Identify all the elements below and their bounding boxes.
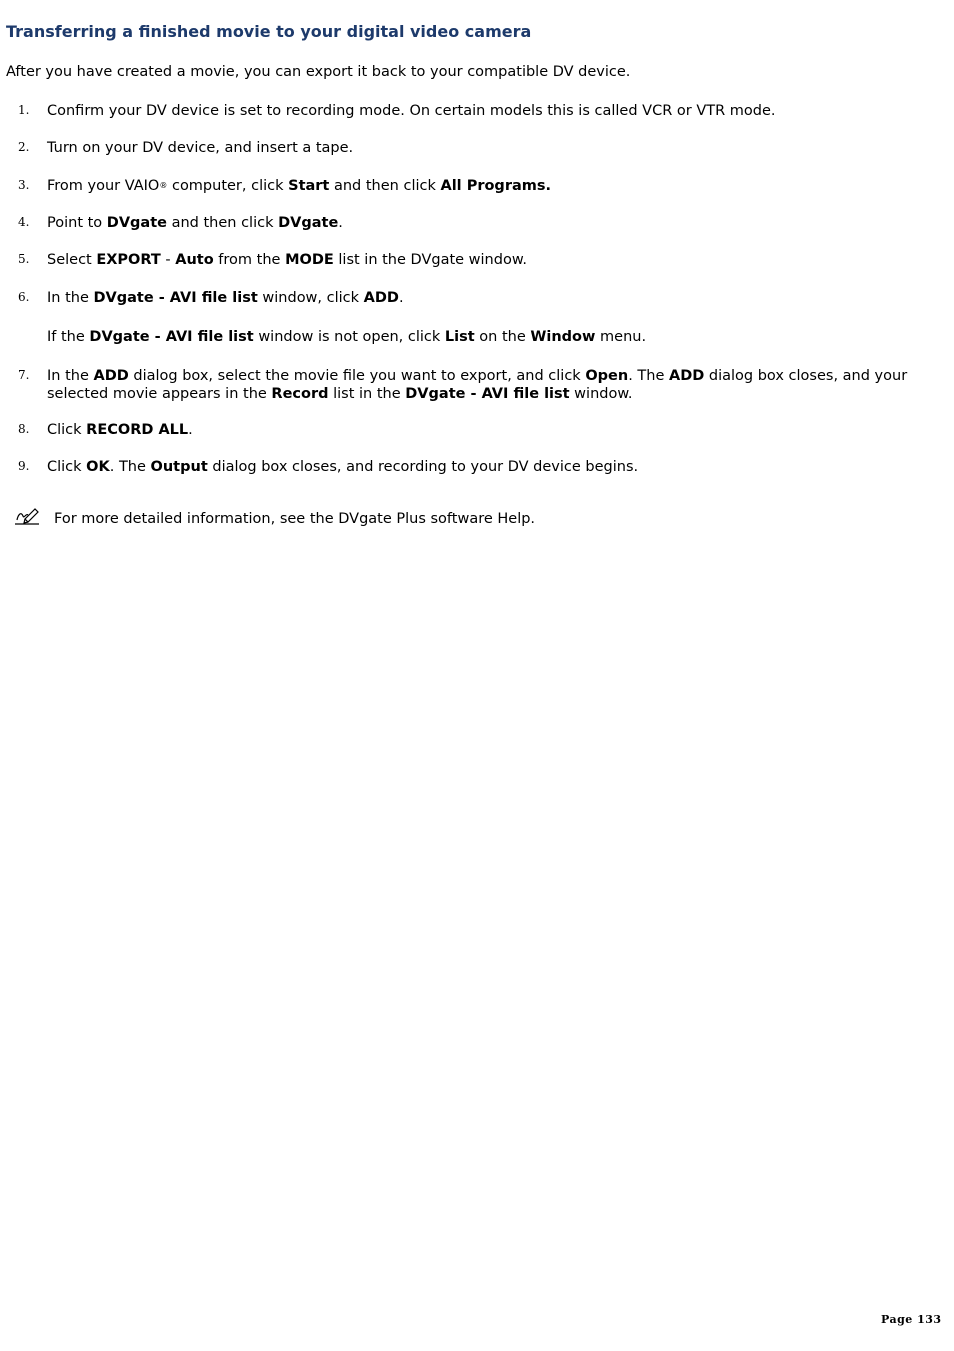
- ui-term: ADD: [668, 368, 705, 384]
- step-item: [0, 102, 940, 120]
- step-text-segment: Select: [47, 252, 97, 268]
- step-text-segment: . The: [109, 459, 151, 475]
- step-text-segment: from the: [213, 252, 286, 268]
- step-item: [0, 251, 940, 269]
- step-item: [0, 214, 940, 232]
- step-item: [0, 289, 940, 307]
- step-text-segment: In the: [47, 290, 94, 306]
- ui-term: Auto: [175, 252, 214, 268]
- ui-term: ADD: [363, 290, 399, 306]
- step-number: 2.: [18, 140, 30, 154]
- step-text: [47, 139, 927, 157]
- step-text: [47, 328, 927, 346]
- step-text: [47, 251, 927, 269]
- step-item: [0, 367, 940, 403]
- step-note: [0, 328, 940, 346]
- page-number: Page 133: [881, 1313, 942, 1326]
- ui-term: OK: [86, 459, 110, 475]
- step-number: 7.: [18, 368, 30, 382]
- ui-term: DVgate: [106, 215, 167, 231]
- ui-term: All Programs.: [440, 178, 551, 194]
- step-text-segment: From your VAIO: [47, 178, 160, 194]
- ui-term: DVgate - AVI file list: [93, 290, 258, 306]
- step-text: [47, 421, 927, 439]
- step-text-segment: dialog box, select the movie file you want to export, and click: [128, 368, 586, 384]
- step-number: 9.: [18, 459, 30, 473]
- ui-term: Window: [530, 329, 596, 345]
- ui-term: DVgate - AVI file list: [405, 386, 570, 402]
- step-item: [0, 421, 940, 439]
- step-text: [47, 367, 927, 403]
- ui-term: Open: [585, 368, 629, 384]
- step-number: 4.: [18, 215, 30, 229]
- ui-term: List: [444, 329, 475, 345]
- step-text-segment: and then click: [329, 178, 441, 194]
- step-number: 6.: [18, 290, 30, 304]
- ui-term: Start: [288, 178, 330, 194]
- ui-term: Record: [271, 386, 329, 402]
- ui-term: DVgate: [278, 215, 339, 231]
- step-text-segment: computer, click: [167, 178, 289, 194]
- step-text: [47, 102, 927, 120]
- step-text-segment: window is not open, click: [253, 329, 445, 345]
- step-text: [47, 458, 927, 476]
- page-title: Transferring a finished movie to your digital video camera: [6, 22, 532, 41]
- step-number: 3.: [18, 178, 30, 192]
- step-text-segment: window, click: [257, 290, 364, 306]
- ui-term: EXPORT: [96, 252, 161, 268]
- step-text-segment: list in the: [328, 386, 406, 402]
- step-text-segment: Point to: [47, 215, 107, 231]
- ui-term: ADD: [93, 368, 129, 384]
- step-item: [0, 139, 940, 157]
- step-text-segment: -: [160, 252, 176, 268]
- ui-term: DVgate - AVI file list: [89, 329, 254, 345]
- step-text: [47, 214, 927, 232]
- step-text-segment: Click: [47, 459, 87, 475]
- step-text-segment: Click: [47, 422, 87, 438]
- step-number: 5.: [18, 252, 30, 266]
- ui-term: MODE: [285, 252, 334, 268]
- step-text-segment: list in the DVgate window.: [333, 252, 527, 268]
- step-text-segment: .: [338, 215, 343, 231]
- step-text-segment: . The: [628, 368, 669, 384]
- step-text-segment: dialog box closes, and your selected movie appears in the: [47, 368, 908, 402]
- step-number: 1.: [18, 103, 30, 117]
- step-text: [47, 289, 927, 307]
- intro-text: After you have created a movie, you can export it back to your compatible DV device.: [6, 64, 631, 80]
- step-text-segment: and then click: [166, 215, 279, 231]
- step-item: [0, 177, 940, 195]
- step-number: 8.: [18, 422, 30, 436]
- ui-term: RECORD ALL: [86, 422, 189, 438]
- step-text-segment: dialog box closes, and recording to your DV device begins.: [207, 459, 639, 475]
- step-text-segment: ®: [159, 181, 168, 190]
- step-text-segment: Confirm your DV device is set to recording mode. On certain models this is called VCR or VTR mode.: [47, 103, 776, 119]
- step-text-segment: on the: [474, 329, 531, 345]
- step-text-segment: Turn on your DV device, and insert a tape.: [47, 140, 354, 156]
- step-item: [0, 458, 940, 476]
- step-text-segment: .: [188, 422, 193, 438]
- note-text: For more detailed information, see the DVgate Plus software Help.: [54, 511, 536, 527]
- step-text: [47, 177, 927, 195]
- pen-writing-icon: [14, 506, 40, 526]
- step-text-segment: If the: [47, 329, 90, 345]
- step-text-segment: window.: [569, 386, 633, 402]
- step-text-segment: In the: [47, 368, 94, 384]
- step-text-segment: .: [398, 290, 404, 306]
- step-text-segment: menu.: [595, 329, 647, 345]
- ui-term: Output: [150, 459, 208, 475]
